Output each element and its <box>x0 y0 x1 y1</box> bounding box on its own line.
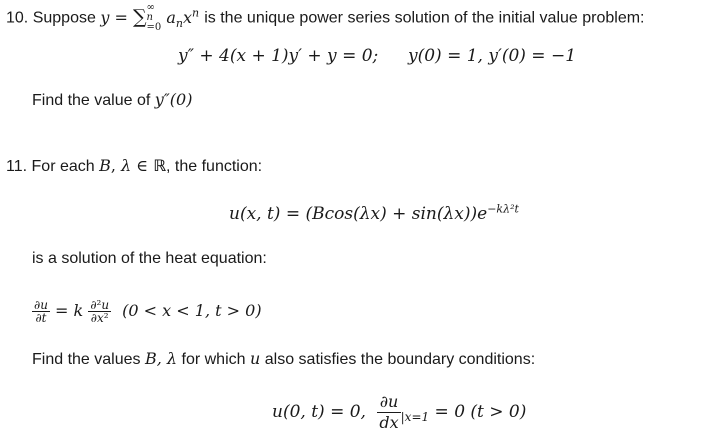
question-params: B, λ <box>144 349 178 368</box>
series-definition: y = ∑ ∞ n =0 $a_nx^n$ <box>100 2 200 33</box>
du-dt-fraction: $\frac{\partial u}{\partial t}$ <box>34 298 48 325</box>
problem-10-question-text: Find the value of <box>32 92 151 109</box>
parameter-domain: B, λ ∈ ℝ <box>99 156 167 175</box>
problem-11-question-prefix: Find the values <box>32 351 141 368</box>
problem-11-question-mid: for which <box>181 351 246 368</box>
du-dx-fraction: $\frac{\partial u}{dx}$ <box>379 392 399 432</box>
problem-11-intro-tail: , the function: <box>166 158 263 175</box>
problem-10-question-expr: y″(0) <box>154 90 193 109</box>
initial-conditions <box>408 46 576 66</box>
problem-10-number: 10. <box>6 9 29 27</box>
bc-left: u(0, t) = 0, <box>272 402 366 422</box>
function-body: u(x, t) = (Bcos(λx) + sin(λx))e <box>229 204 488 224</box>
problem-10-statement <box>6 3 644 33</box>
function-exponent: −kλ²t <box>487 202 519 216</box>
heat-domain: (0 < x < 1, t > 0) <box>122 301 262 320</box>
problem-10-intro: Suppose <box>32 9 96 27</box>
bc-eval-bar: |x=1 <box>400 410 430 424</box>
problem-11-intro: For each <box>31 158 95 175</box>
problem-10-question <box>32 90 192 111</box>
question-u: u <box>249 349 261 368</box>
ode-right: y(0) = 1, y′(0) = −1 <box>408 46 577 66</box>
boundary-conditions <box>272 392 526 437</box>
function-expression <box>229 204 519 224</box>
problem-11-number: 11. <box>6 158 28 175</box>
problem-11-statement <box>6 156 262 177</box>
bc-right: = 0 (t > 0) <box>434 402 527 422</box>
bc-eval-point: x=1 <box>404 410 430 424</box>
ode-left: y″ + 4(x + 1)y′ + y = 0; <box>178 46 379 66</box>
d2u-dx2-fraction: $\frac{\text{∂²u}}{\text{∂x²}}$ <box>90 298 110 325</box>
problem-10-description: is the unique power series solution of the initial value problem: <box>204 9 645 27</box>
ode-equation <box>178 46 378 66</box>
problem-11-question-suffix: also satisfies the boundary conditions: <box>264 351 536 368</box>
problem-11-question <box>32 349 535 370</box>
heat-equation-intro: is a solution of the heat equation: <box>32 250 267 267</box>
heat-equation: $\frac{\partial u}{\partial t}$ = k $\frac{\text{∂²u}}{\text{∂x²}}$ (0 < x < 1, t > 0) <box>34 298 262 325</box>
